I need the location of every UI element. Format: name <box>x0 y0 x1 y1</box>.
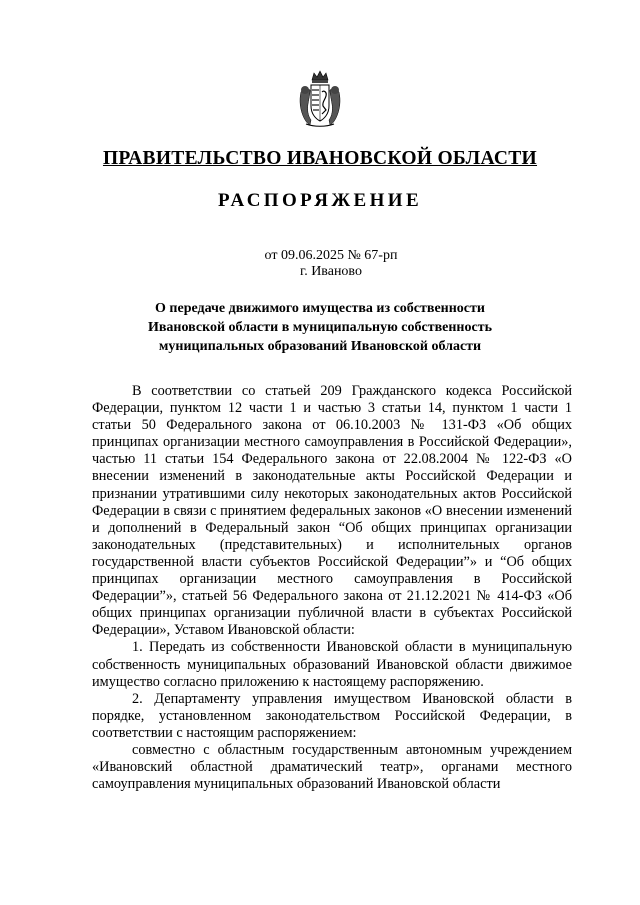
body-paragraph-subitem: совместно с областным государственным автономным учреждением «Ивановский областной драматический театр», органами местного самоуправления муниципальных образований Ивановской области <box>92 741 572 793</box>
document-city: г. Иваново <box>300 264 362 279</box>
document-date-number: от 09.06.2025 № 67-рп <box>264 248 398 263</box>
document-meta <box>0 248 640 280</box>
subject-line: Ивановской области в муниципальную собственность <box>147 320 492 335</box>
coat-of-arms-icon <box>298 70 342 128</box>
subject-line: муниципальных образований Ивановской области <box>158 339 482 354</box>
body-paragraph-preamble: В соответствии со статьей 209 Гражданского кодекса Российской Федерации, пунктом 12 части 1 и частью 3 статьи 14, пунктом 1 части 1 статьи 50 Федерального закона от 06.10.2003 № 131-ФЗ «Об общих принципах организации местного самоуправления в Российской Федерации», частью 11 статьи 154 Федерального закона от 22.08.2004 № 122-ФЗ «О внесении изменений в законодательные акты Российской Федерации и признании утратившими силу некоторых законодательных актов Российской Федерации в связи с принятием федеральных законов «О внесении изменений и дополнений в Федеральный закон “Об общих принципах организации законодательных (представительных) и исполнительных органов государственной власти субъектов Российской Федерации”» и “Об общих принципах организации местного самоуправления в Российской Федерации”», статьей 56 Федерального закона от 21.12.2021 № 414-ФЗ «Об общих принципах организации публичной власти в субъектах Российской Федерации», Уставом Ивановской области: <box>92 383 572 639</box>
document-subject <box>0 299 640 356</box>
document-type: РАСПОРЯЖЕНИЕ <box>217 190 423 211</box>
document-body <box>92 383 572 793</box>
body-paragraph-item-2: 2. Департаменту управления имуществом Ивановской области в порядке, установленном законодательством Российской Федерации, в соответствии с настоящим распоряжением: <box>92 690 572 741</box>
body-paragraph-item-1: 1. Передать из собственности Ивановской области в муниципальную собственность муниципальных образований Ивановской области движимое имущество согласно приложению к настоящему распоряжению. <box>92 639 572 690</box>
subject-line: О передаче движимого имущества из собственности <box>155 301 485 316</box>
government-title: ПРАВИТЕЛЬСТВО ИВАНОВСКОЙ ОБЛАСТИ <box>102 148 538 169</box>
